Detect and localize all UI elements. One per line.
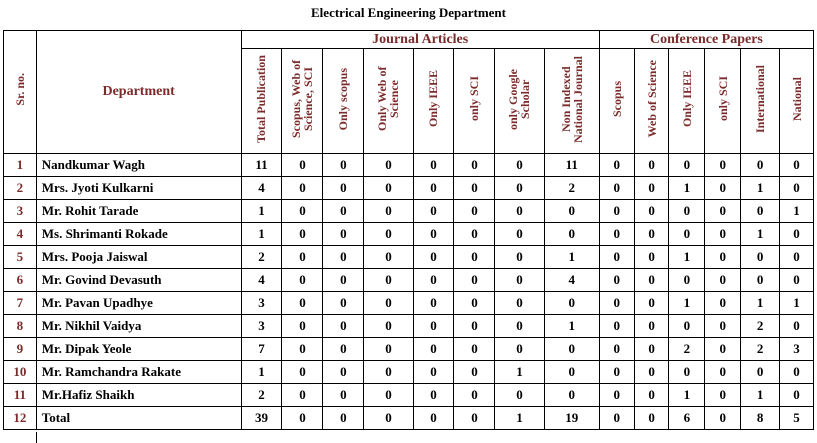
value-cell: 39: [241, 407, 282, 430]
value-cell: 0: [599, 292, 634, 315]
sr-no-cell: 8: [4, 315, 37, 338]
value-cell: 11: [544, 154, 599, 177]
value-cell: 0: [780, 154, 814, 177]
value-cell: 1: [495, 407, 544, 430]
table-row: [4, 246, 814, 269]
value-cell: 4: [241, 269, 282, 292]
value-cell: 0: [634, 269, 669, 292]
sr-no-cell: 3: [4, 200, 37, 223]
table-row: [4, 223, 814, 246]
value-cell: 0: [495, 315, 544, 338]
value-cell: 0: [323, 384, 364, 407]
sr-no-cell: 10: [4, 361, 37, 384]
value-cell: 1: [741, 177, 780, 200]
table-row: [4, 338, 814, 361]
value-cell: 1: [780, 292, 814, 315]
department-cell: Mr. Govind Devasuth: [36, 269, 241, 292]
value-cell: 0: [599, 361, 634, 384]
journal-column-header: only Google Scholar: [495, 49, 544, 154]
value-cell: 0: [282, 177, 323, 200]
sr-no-cell: 4: [4, 223, 37, 246]
value-cell: 0: [599, 338, 634, 361]
value-cell: 0: [634, 200, 669, 223]
value-cell: 0: [669, 361, 705, 384]
value-cell: 0: [413, 246, 454, 269]
value-cell: 5: [780, 407, 814, 430]
value-cell: 0: [634, 292, 669, 315]
value-cell: 0: [780, 361, 814, 384]
value-cell: 0: [454, 223, 495, 246]
value-cell: 0: [413, 269, 454, 292]
conference-column-header: Scopus: [599, 49, 634, 154]
value-cell: 0: [282, 154, 323, 177]
value-cell: 0: [669, 200, 705, 223]
department-cell: Mr. Dipak Yeole: [36, 338, 241, 361]
value-cell: 0: [495, 338, 544, 361]
value-cell: 2: [741, 338, 780, 361]
journal-column-header: Only scopus: [323, 49, 364, 154]
department-cell: Mrs. Jyoti Kulkarni: [36, 177, 241, 200]
value-cell: 0: [364, 269, 413, 292]
value-cell: 0: [413, 292, 454, 315]
value-cell: 0: [282, 223, 323, 246]
value-cell: 0: [669, 269, 705, 292]
value-cell: 0: [323, 361, 364, 384]
value-cell: 0: [413, 315, 454, 338]
sr-no-cell: 12: [4, 407, 37, 430]
value-cell: 0: [454, 361, 495, 384]
value-cell: 0: [282, 315, 323, 338]
value-cell: 0: [634, 315, 669, 338]
value-cell: 0: [705, 361, 741, 384]
sr-no-header: Sr. no.: [4, 31, 37, 154]
value-cell: 0: [454, 384, 495, 407]
value-cell: 0: [454, 269, 495, 292]
value-cell: 3: [241, 292, 282, 315]
value-cell: 0: [544, 384, 599, 407]
journal-articles-header: Journal Articles: [241, 31, 599, 49]
value-cell: 0: [323, 315, 364, 338]
sr-no-cell: 5: [4, 246, 37, 269]
value-cell: 0: [282, 200, 323, 223]
conference-papers-header: Conference Papers: [599, 31, 813, 49]
value-cell: 0: [705, 177, 741, 200]
value-cell: 19: [544, 407, 599, 430]
value-cell: 0: [669, 223, 705, 246]
value-cell: 0: [741, 154, 780, 177]
value-cell: 0: [282, 384, 323, 407]
journal-column-header: Scopus, Web of Science, SCI: [282, 49, 323, 154]
value-cell: 0: [669, 315, 705, 338]
value-cell: 0: [454, 292, 495, 315]
value-cell: 0: [705, 292, 741, 315]
value-cell: 0: [495, 384, 544, 407]
conference-column-header: Only IEEE: [669, 49, 705, 154]
value-cell: 0: [634, 154, 669, 177]
value-cell: 0: [364, 384, 413, 407]
value-cell: 3: [241, 315, 282, 338]
value-cell: 8: [741, 407, 780, 430]
conference-column-header: International: [741, 49, 780, 154]
value-cell: 0: [599, 384, 634, 407]
value-cell: 0: [599, 269, 634, 292]
value-cell: 0: [544, 361, 599, 384]
value-cell: 0: [634, 407, 669, 430]
value-cell: 0: [323, 177, 364, 200]
value-cell: 1: [669, 246, 705, 269]
value-cell: 0: [634, 223, 669, 246]
value-cell: 1: [741, 223, 780, 246]
value-cell: 3: [780, 338, 814, 361]
value-cell: 0: [323, 292, 364, 315]
value-cell: 0: [364, 315, 413, 338]
value-cell: 0: [323, 223, 364, 246]
value-cell: 0: [323, 246, 364, 269]
value-cell: 0: [495, 200, 544, 223]
department-cell: Nandkumar Wagh: [36, 154, 241, 177]
value-cell: 0: [780, 384, 814, 407]
value-cell: 0: [705, 338, 741, 361]
value-cell: 0: [741, 269, 780, 292]
table-row: [4, 407, 814, 430]
value-cell: 0: [599, 200, 634, 223]
sr-no-cell: 6: [4, 269, 37, 292]
value-cell: 0: [705, 315, 741, 338]
table-row: [4, 361, 814, 384]
page-title: Electrical Engineering Department: [311, 5, 506, 20]
value-cell: 1: [780, 200, 814, 223]
value-cell: 1: [741, 292, 780, 315]
table-row: [4, 292, 814, 315]
value-cell: 0: [544, 200, 599, 223]
value-cell: 0: [705, 246, 741, 269]
value-cell: 2: [241, 246, 282, 269]
value-cell: 0: [634, 384, 669, 407]
value-cell: 0: [364, 177, 413, 200]
value-cell: 0: [599, 177, 634, 200]
journal-column-header: Total Publication: [241, 49, 282, 154]
value-cell: 0: [495, 246, 544, 269]
table-row: [4, 200, 814, 223]
value-cell: 1: [544, 246, 599, 269]
journal-column-header: only SCI: [454, 49, 495, 154]
value-cell: 4: [544, 269, 599, 292]
value-cell: 1: [669, 177, 705, 200]
value-cell: 1: [241, 361, 282, 384]
value-cell: 0: [323, 338, 364, 361]
value-cell: 0: [705, 200, 741, 223]
value-cell: 0: [634, 361, 669, 384]
value-cell: 0: [323, 154, 364, 177]
value-cell: 0: [495, 177, 544, 200]
conference-column-header: Web of Science: [634, 49, 669, 154]
journal-column-header: Only Web of Science: [364, 49, 413, 154]
value-cell: 0: [780, 269, 814, 292]
value-cell: 0: [634, 338, 669, 361]
value-cell: 0: [705, 269, 741, 292]
value-cell: 0: [413, 407, 454, 430]
department-cell: Mr.Hafiz Shaikh: [36, 384, 241, 407]
value-cell: 0: [705, 384, 741, 407]
value-cell: 0: [599, 223, 634, 246]
value-cell: 0: [364, 246, 413, 269]
value-cell: 0: [364, 407, 413, 430]
department-cell: Mrs. Pooja Jaiswal: [36, 246, 241, 269]
value-cell: 1: [741, 384, 780, 407]
value-cell: 0: [669, 154, 705, 177]
sr-no-cell: 9: [4, 338, 37, 361]
table-row: [4, 315, 814, 338]
conference-column-header: only SCI: [705, 49, 741, 154]
value-cell: 1: [544, 315, 599, 338]
value-cell: 0: [599, 246, 634, 269]
journal-column-header: Non Indexed National Journal: [544, 49, 599, 154]
value-cell: 0: [454, 200, 495, 223]
sr-no-cell: 1: [4, 154, 37, 177]
department-cell: Mr. Nikhil Vaidya: [36, 315, 241, 338]
value-cell: 6: [669, 407, 705, 430]
value-cell: 0: [282, 407, 323, 430]
value-cell: 0: [705, 154, 741, 177]
value-cell: 0: [413, 384, 454, 407]
table-body: [4, 154, 814, 430]
value-cell: 0: [495, 223, 544, 246]
value-cell: 0: [495, 154, 544, 177]
value-cell: 0: [282, 338, 323, 361]
value-cell: 0: [705, 223, 741, 246]
cursor-mark: [36, 432, 37, 443]
value-cell: 1: [669, 384, 705, 407]
conference-column-header: National: [780, 49, 814, 154]
value-cell: 0: [454, 246, 495, 269]
department-cell: Total: [36, 407, 241, 430]
department-header: Department: [36, 31, 241, 154]
value-cell: 0: [495, 269, 544, 292]
value-cell: 11: [241, 154, 282, 177]
value-cell: 0: [741, 361, 780, 384]
value-cell: 0: [454, 338, 495, 361]
value-cell: 0: [544, 338, 599, 361]
department-cell: Mr. Pavan Upadhye: [36, 292, 241, 315]
value-cell: 0: [454, 154, 495, 177]
value-cell: 0: [364, 154, 413, 177]
value-cell: 2: [741, 315, 780, 338]
value-cell: 0: [599, 407, 634, 430]
value-cell: 0: [780, 177, 814, 200]
department-cell: Mr. Rohit Tarade: [36, 200, 241, 223]
sr-no-cell: 2: [4, 177, 37, 200]
value-cell: 0: [495, 292, 544, 315]
department-cell: Ms. Shrimanti Rokade: [36, 223, 241, 246]
value-cell: 2: [669, 338, 705, 361]
value-cell: 0: [364, 223, 413, 246]
value-cell: 2: [241, 384, 282, 407]
value-cell: 0: [282, 269, 323, 292]
value-cell: 0: [364, 338, 413, 361]
value-cell: 0: [413, 338, 454, 361]
value-cell: 1: [241, 223, 282, 246]
journal-column-header: Only IEEE: [413, 49, 454, 154]
sr-no-cell: 7: [4, 292, 37, 315]
value-cell: 0: [454, 407, 495, 430]
value-cell: 0: [413, 361, 454, 384]
value-cell: 0: [323, 407, 364, 430]
value-cell: 4: [241, 177, 282, 200]
table-row: [4, 177, 814, 200]
value-cell: 2: [544, 177, 599, 200]
value-cell: 0: [413, 200, 454, 223]
table-row: [4, 384, 814, 407]
value-cell: 0: [634, 177, 669, 200]
value-cell: 0: [544, 292, 599, 315]
department-cell: Mr. Ramchandra Rakate: [36, 361, 241, 384]
value-cell: 0: [454, 177, 495, 200]
value-cell: 0: [741, 246, 780, 269]
value-cell: 0: [413, 177, 454, 200]
value-cell: 0: [364, 292, 413, 315]
value-cell: 0: [282, 361, 323, 384]
value-cell: 0: [705, 407, 741, 430]
sr-no-cell: 11: [4, 384, 37, 407]
value-cell: 0: [282, 246, 323, 269]
value-cell: 0: [413, 223, 454, 246]
value-cell: 0: [634, 246, 669, 269]
value-cell: 0: [413, 154, 454, 177]
value-cell: 0: [323, 269, 364, 292]
value-cell: 0: [780, 223, 814, 246]
value-cell: 0: [544, 223, 599, 246]
publication-table: [3, 30, 814, 430]
value-cell: 0: [599, 154, 634, 177]
value-cell: 0: [364, 361, 413, 384]
value-cell: 0: [282, 292, 323, 315]
value-cell: 0: [454, 315, 495, 338]
value-cell: 0: [323, 200, 364, 223]
value-cell: 0: [780, 315, 814, 338]
value-cell: 1: [495, 361, 544, 384]
value-cell: 1: [669, 292, 705, 315]
value-cell: 0: [741, 200, 780, 223]
value-cell: 7: [241, 338, 282, 361]
value-cell: 0: [780, 246, 814, 269]
table-row: [4, 154, 814, 177]
value-cell: 0: [599, 315, 634, 338]
table-row: [4, 269, 814, 292]
value-cell: 0: [364, 200, 413, 223]
value-cell: 1: [241, 200, 282, 223]
